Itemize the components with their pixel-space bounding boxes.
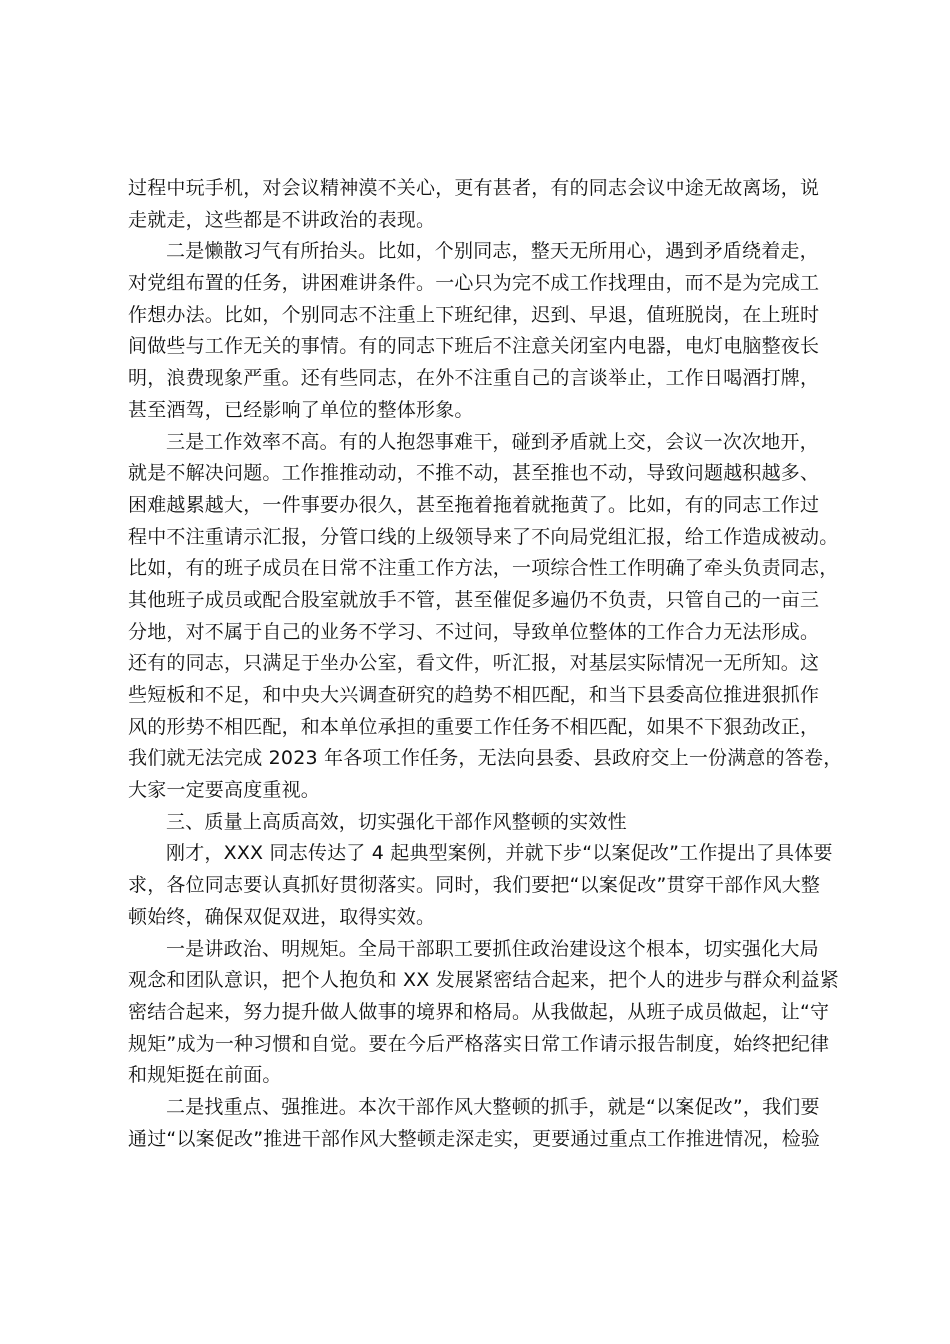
text-line: 间做些与工作无关的事情。有的同志下班后不注意关闭室内电器，电灯电脑整夜长 — [128, 335, 820, 358]
text-line: 比如，有的班子成员在日常不注重工作方法，一项综合性工作明确了牵头负责同志， — [128, 557, 839, 580]
text-line: 走就走，这些都是不讲政治的表现。 — [128, 208, 436, 231]
text-line: 对党组布置的任务，讲困难讲条件。一心只为完不成工作找理由，而不是为完成工 — [128, 272, 820, 295]
text-line: 通过“以案促改”推进干部作风大整顿走深走实，更要通过重点工作推进情况，检验 — [128, 1127, 821, 1150]
text-line: 求，各位同志要认真抓好贯彻落实。同时，我们要把“以案促改”贯穿干部作风大整 — [128, 874, 821, 897]
text-line: 二是找重点、强推进。本次干部作风大整顿的抓手，就是“以案促改”，我们要 — [166, 1095, 820, 1118]
text-line: 就是不解决问题。工作推推动动，不推不动，甚至推也不动，导致问题越积越多、 — [128, 462, 820, 485]
text-line: 二是懒散习气有所抬头。比如，个别同志，整天无所用心，遇到矛盾绕着走， — [166, 240, 819, 263]
text-line: 分地，对不属于自己的业务不学习、不过问，导致单位整体的工作合力无法形成。 — [128, 620, 820, 643]
text-line: 明，浪费现象严重。还有些同志，在外不注重自己的言谈举止，工作日喝酒打牌， — [128, 367, 820, 390]
text-line: 我们就无法完成 2023 年各项工作任务，无法向县委、县政府交上一份满意的答卷， — [128, 747, 843, 770]
text-line: 顿始终，确保双促双进，取得实效。 — [128, 905, 436, 928]
text-line: 和规矩挺在前面。 — [128, 1064, 282, 1087]
text-line: 刚才，XXX 同志传达了 4 起典型案例，并就下步“以案促改”工作提出了具体要 — [166, 842, 833, 865]
text-line: 些短板和不足，和中央大兴调查研究的趋势不相匹配，和当下县委高位推进狠抓作 — [128, 684, 820, 706]
text-line: 作想办法。比如，个别同志不注重上下班纪律，迟到、早退，值班脱岗，在上班时 — [128, 303, 820, 326]
document-body — [128, 173, 850, 1155]
text-line: 程中不注重请示汇报，分管口线的上级领导来了不向局党组汇报，给工作造成被动。 — [128, 525, 839, 548]
text-line: 过程中玩手机，对会议精神漠不关心，更有甚者，有的同志会议中途无故离场，说 — [128, 177, 820, 199]
text-line: 其他班子成员或配合股室就放手不管，甚至催促多遍仍不负责，只管自己的一亩三 — [128, 588, 820, 611]
text-line: 观念和团队意识，把个人抱负和 XX 发展紧密结合起来，把个人的进步与群众利益紧 — [128, 969, 839, 992]
text-line: 三、质量上高质高效，切实强化干部作风整顿的实效性 — [166, 810, 627, 833]
text-line: 大家一定要高度重视。 — [128, 779, 321, 802]
text-line: 困难越累越大，一件事要办很久，甚至拖着拖着就拖黄了。比如，有的同志工作过 — [128, 493, 820, 516]
text-line: 三是工作效率不高。有的人抱怨事难干，碰到矛盾就上交，会议一次次地开， — [166, 430, 819, 453]
text-line: 规矩”成为一种习惯和自觉。要在今后严格落实日常工作请示报告制度，始终把纪律 — [128, 1032, 830, 1055]
text-line: 还有的同志，只满足于坐办公室，看文件，听汇报，对基层实际情况一无所知。这 — [128, 652, 820, 675]
text-line: 密结合起来，努力提升做人做事的境界和格局。从我做起，从班子成员做起，让“守 — [128, 1000, 830, 1023]
text-line: 甚至酒驾，已经影响了单位的整体形象。 — [128, 398, 474, 421]
text-line: 风的形势不相匹配，和本单位承担的重要工作任务不相匹配，如果不下狠劲改正， — [128, 715, 820, 738]
text-line: 一是讲政治、明规矩。全局干部职工要抓住政治建设这个根本，切实强化大局 — [166, 937, 819, 960]
